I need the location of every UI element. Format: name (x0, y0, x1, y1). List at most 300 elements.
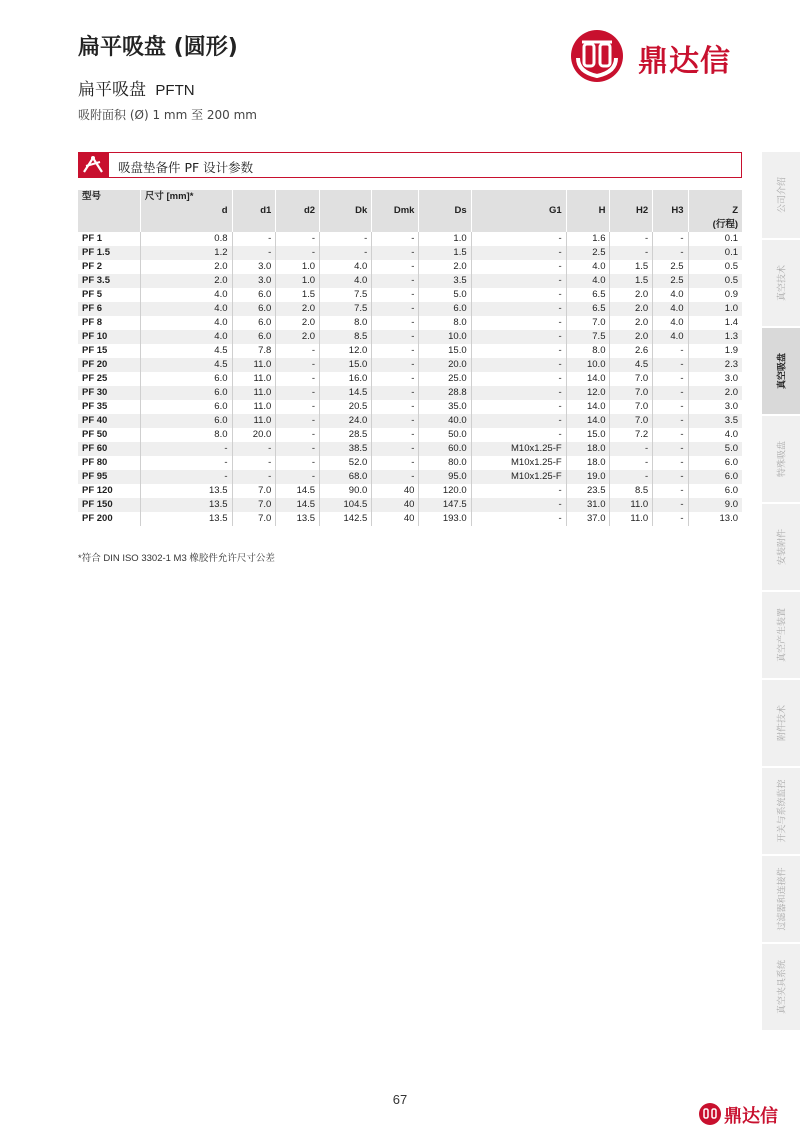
value-cell: 193.0 (419, 512, 471, 526)
value-cell: - (653, 470, 688, 484)
table-row (78, 470, 742, 484)
value-cell: 40 (372, 498, 419, 512)
value-cell: 0.5 (688, 260, 742, 274)
value-cell: 1.3 (688, 330, 742, 344)
value-cell: 3.5 (688, 414, 742, 428)
value-cell: 37.0 (566, 512, 610, 526)
table-header-cell (610, 190, 653, 204)
value-cell: 0.9 (688, 288, 742, 302)
table-header-row (78, 190, 742, 204)
side-nav-tab[interactable] (762, 592, 800, 680)
value-cell: 13.5 (276, 512, 320, 526)
value-cell: 3.5 (419, 274, 471, 288)
value-cell: - (471, 260, 566, 274)
value-cell: - (372, 400, 419, 414)
value-cell: - (276, 400, 320, 414)
table-row (78, 260, 742, 274)
table-header-cell (566, 218, 610, 232)
table-header-cell (610, 218, 653, 232)
value-cell: 2.0 (276, 316, 320, 330)
value-cell: - (610, 456, 653, 470)
side-nav-tab[interactable] (762, 416, 800, 504)
model-cell: PF 150 (82, 499, 113, 510)
value-cell: 68.0 (320, 470, 372, 484)
value-cell: 14.5 (276, 484, 320, 498)
value-cell: 4.0 (653, 288, 688, 302)
table-row (78, 288, 742, 302)
table-header-cell (320, 190, 372, 204)
value-cell: 1.5 (276, 288, 320, 302)
value-cell: 11.0 (610, 498, 653, 512)
value-cell: 18.0 (566, 456, 610, 470)
model-cell: PF 40 (82, 415, 108, 426)
value-cell: 4.0 (140, 302, 232, 316)
value-cell: 104.5 (320, 498, 372, 512)
table-row (78, 414, 742, 428)
value-cell: 2.0 (610, 288, 653, 302)
value-cell: 7.0 (232, 512, 276, 526)
table-header-cell: 尺寸 [mm]* (140, 190, 232, 204)
page-number: 67 (392, 1092, 408, 1107)
value-cell: 3.0 (232, 274, 276, 288)
value-cell: M10x1.25-F (471, 456, 566, 470)
value-cell: - (232, 232, 276, 246)
table-header-cell: H2 (610, 204, 653, 218)
value-cell: 0.5 (688, 274, 742, 288)
model-cell: PF 60 (82, 443, 108, 454)
value-cell: 6.0 (688, 484, 742, 498)
value-cell: 14.0 (566, 400, 610, 414)
value-cell: 7.0 (566, 316, 610, 330)
value-cell: 11.0 (232, 372, 276, 386)
value-cell: 19.0 (566, 470, 610, 484)
model-cell: PF 8 (82, 317, 103, 328)
value-cell: 147.5 (419, 498, 471, 512)
value-cell: - (471, 428, 566, 442)
model-cell: PF 25 (82, 373, 108, 384)
value-cell: 7.0 (610, 414, 653, 428)
value-cell: - (372, 288, 419, 302)
model-cell: PF 2 (82, 261, 103, 272)
value-cell: - (372, 344, 419, 358)
table-header-cell (78, 204, 140, 218)
value-cell: 90.0 (320, 484, 372, 498)
table-header-cell: H3 (653, 204, 688, 218)
value-cell: - (276, 442, 320, 456)
value-cell: 0.1 (688, 246, 742, 260)
table-header-cell: Ds (419, 204, 471, 218)
value-cell: - (471, 232, 566, 246)
value-cell: 6.0 (232, 330, 276, 344)
value-cell: - (232, 456, 276, 470)
value-cell: M10x1.25-F (471, 470, 566, 484)
table-row (78, 274, 742, 288)
value-cell: - (372, 232, 419, 246)
value-cell: 2.5 (653, 260, 688, 274)
model-cell: PF 15 (82, 345, 108, 356)
value-cell: - (372, 274, 419, 288)
value-cell: - (372, 470, 419, 484)
value-cell: - (653, 442, 688, 456)
value-cell: - (372, 414, 419, 428)
table-header-cell: (行程) (688, 218, 742, 232)
model-cell: PF 6 (82, 303, 103, 314)
value-cell: 1.5 (419, 246, 471, 260)
value-cell: 13.5 (140, 484, 232, 498)
table-header-cell (372, 218, 419, 232)
side-nav-label: 开关与系统监控 (777, 779, 788, 843)
value-cell: 4.0 (320, 260, 372, 274)
value-cell: 8.0 (320, 316, 372, 330)
value-cell: - (372, 358, 419, 372)
value-cell: 1.0 (276, 274, 320, 288)
table-header-cell: d (140, 204, 232, 218)
value-cell: - (471, 484, 566, 498)
value-cell: 11.0 (232, 386, 276, 400)
value-cell: 16.0 (320, 372, 372, 386)
value-cell: 2.6 (610, 344, 653, 358)
value-cell: 9.0 (688, 498, 742, 512)
table-header-cell: Dmk (372, 204, 419, 218)
value-cell: 4.0 (140, 288, 232, 302)
value-cell: 6.0 (688, 456, 742, 470)
model-cell: PF 1.5 (82, 247, 110, 258)
side-nav-label: 真空吸盘 (777, 352, 788, 390)
table-row (78, 400, 742, 414)
table-header-cell (276, 190, 320, 204)
model-cell: PF 95 (82, 471, 108, 482)
side-nav-tab[interactable] (762, 328, 800, 416)
value-cell: - (610, 470, 653, 484)
table-row (78, 358, 742, 372)
value-cell: 5.0 (419, 288, 471, 302)
value-cell: 11.0 (232, 358, 276, 372)
table-header-cell: H (566, 204, 610, 218)
value-cell: 8.0 (566, 344, 610, 358)
value-cell: 0.1 (688, 232, 742, 246)
side-nav-label: 安装附件 (777, 528, 788, 566)
value-cell: 4.0 (320, 274, 372, 288)
value-cell: 4.5 (610, 358, 653, 372)
value-cell: 20.0 (232, 428, 276, 442)
value-cell: 2.0 (276, 330, 320, 344)
value-cell: 52.0 (320, 456, 372, 470)
value-cell: 11.0 (232, 400, 276, 414)
value-cell: - (140, 470, 232, 484)
value-cell: - (232, 442, 276, 456)
value-cell: - (653, 372, 688, 386)
value-cell: 4.5 (140, 344, 232, 358)
value-cell: 4.5 (140, 358, 232, 372)
value-cell: - (610, 232, 653, 246)
value-cell: 6.0 (232, 316, 276, 330)
value-cell: 50.0 (419, 428, 471, 442)
value-cell: - (372, 302, 419, 316)
value-cell: 80.0 (419, 456, 471, 470)
value-cell: 13.5 (140, 498, 232, 512)
value-cell: - (471, 316, 566, 330)
model-cell: PF 1 (82, 233, 103, 244)
value-cell: 6.0 (419, 302, 471, 316)
side-nav-tab[interactable] (762, 152, 800, 240)
value-cell: 35.0 (419, 400, 471, 414)
table-row (78, 456, 742, 470)
value-cell: 2.0 (419, 260, 471, 274)
value-cell: 60.0 (419, 442, 471, 456)
value-cell: - (471, 330, 566, 344)
value-cell: 6.5 (566, 288, 610, 302)
suction-range: 吸附面积 (Ø) 1 mm 至 200 mm (78, 108, 257, 122)
value-cell: - (471, 414, 566, 428)
table-header-cell (320, 218, 372, 232)
value-cell: - (232, 246, 276, 260)
value-cell: - (276, 414, 320, 428)
value-cell: 11.0 (232, 414, 276, 428)
side-nav-tab[interactable] (762, 944, 800, 1032)
value-cell: 95.0 (419, 470, 471, 484)
value-cell: 4.0 (688, 428, 742, 442)
table-header-cell (653, 190, 688, 204)
value-cell: 15.0 (419, 344, 471, 358)
value-cell: 1.0 (276, 260, 320, 274)
value-cell: 12.0 (566, 386, 610, 400)
value-cell: 7.0 (610, 386, 653, 400)
table-row (78, 232, 742, 246)
value-cell: - (653, 512, 688, 526)
value-cell: - (610, 442, 653, 456)
value-cell: 2.0 (276, 302, 320, 316)
model-cell: PF 35 (82, 401, 108, 412)
value-cell: - (471, 386, 566, 400)
value-cell: 4.0 (653, 316, 688, 330)
table-header-cell: Z (688, 204, 742, 218)
table-header-cell (78, 218, 140, 232)
value-cell: - (471, 246, 566, 260)
value-cell: 25.0 (419, 372, 471, 386)
value-cell: - (276, 372, 320, 386)
model-cell: PF 200 (82, 513, 113, 524)
value-cell: - (471, 372, 566, 386)
value-cell: 3.0 (688, 372, 742, 386)
value-cell: - (653, 414, 688, 428)
value-cell: 4.0 (566, 274, 610, 288)
table-row (78, 442, 742, 456)
value-cell: 7.0 (232, 484, 276, 498)
value-cell: 3.0 (232, 260, 276, 274)
value-cell: - (372, 456, 419, 470)
value-cell: 1.5 (610, 274, 653, 288)
table-row (78, 498, 742, 512)
model-cell: PF 3.5 (82, 275, 110, 286)
value-cell: 6.0 (140, 372, 232, 386)
table-row (78, 484, 742, 498)
table-row (78, 302, 742, 316)
value-cell: 6.0 (688, 470, 742, 484)
model-cell: PF 30 (82, 387, 108, 398)
side-nav-tab[interactable] (762, 680, 800, 768)
value-cell: - (653, 498, 688, 512)
value-cell: 4.0 (140, 330, 232, 344)
value-cell: 2.0 (610, 330, 653, 344)
value-cell: 6.5 (566, 302, 610, 316)
table-header-cell (653, 218, 688, 232)
table-row (78, 512, 742, 526)
value-cell: 40 (372, 484, 419, 498)
spec-table (78, 190, 742, 526)
value-cell: 4.0 (653, 302, 688, 316)
value-cell: 120.0 (419, 484, 471, 498)
value-cell: 13.0 (688, 512, 742, 526)
value-cell: - (372, 372, 419, 386)
table-header-cell: 型号 (82, 191, 102, 202)
value-cell: 31.0 (566, 498, 610, 512)
value-cell: - (471, 400, 566, 414)
value-cell: - (653, 456, 688, 470)
value-cell: 2.3 (688, 358, 742, 372)
value-cell: 1.9 (688, 344, 742, 358)
value-cell: - (471, 512, 566, 526)
table-header-cell (471, 218, 566, 232)
value-cell: 6.0 (140, 386, 232, 400)
value-cell: 6.0 (232, 302, 276, 316)
value-cell: 5.0 (688, 442, 742, 456)
model-cell: PF 20 (82, 359, 108, 370)
value-cell: - (653, 232, 688, 246)
value-cell: 7.5 (566, 330, 610, 344)
value-cell: 2.5 (653, 274, 688, 288)
value-cell: 2.0 (610, 316, 653, 330)
value-cell: 12.0 (320, 344, 372, 358)
value-cell: 4.0 (653, 330, 688, 344)
value-cell: 1.4 (688, 316, 742, 330)
value-cell: 2.0 (140, 260, 232, 274)
table-header-cell: d2 (276, 204, 320, 218)
table-header-cell (419, 218, 471, 232)
value-cell: - (653, 484, 688, 498)
value-cell: 10.0 (419, 330, 471, 344)
value-cell: 13.5 (140, 512, 232, 526)
side-nav-label: 公司介绍 (777, 176, 788, 214)
value-cell: 1.0 (419, 232, 471, 246)
value-cell: 7.5 (320, 302, 372, 316)
value-cell: - (320, 232, 372, 246)
value-cell: 7.0 (610, 400, 653, 414)
value-cell: - (372, 442, 419, 456)
value-cell: 6.0 (140, 400, 232, 414)
value-cell: - (471, 274, 566, 288)
value-cell: - (140, 456, 232, 470)
table-row (78, 372, 742, 386)
value-cell: 1.6 (566, 232, 610, 246)
model-cell: PF 5 (82, 289, 103, 300)
value-cell: 8.0 (140, 428, 232, 442)
value-cell: 40 (372, 512, 419, 526)
product-name: 扁平吸盘 (78, 80, 146, 100)
value-cell: 1.0 (688, 302, 742, 316)
model-cell: PF 120 (82, 485, 113, 496)
table-header-cell (372, 190, 419, 204)
value-cell: 4.0 (140, 316, 232, 330)
value-cell: - (372, 330, 419, 344)
table-header-cell: G1 (471, 204, 566, 218)
section-header (78, 152, 742, 178)
product-model: PFTN (155, 82, 195, 99)
value-cell: - (276, 358, 320, 372)
value-cell: 2.0 (140, 274, 232, 288)
table-header-cell (276, 218, 320, 232)
value-cell: 8.0 (419, 316, 471, 330)
value-cell: - (653, 246, 688, 260)
value-cell: 38.5 (320, 442, 372, 456)
table-row (78, 428, 742, 442)
value-cell: 20.5 (320, 400, 372, 414)
table-header-row (78, 218, 742, 232)
value-cell: 6.0 (140, 414, 232, 428)
side-nav (762, 152, 800, 1032)
value-cell: 0.8 (140, 232, 232, 246)
table-header-cell: Dk (320, 204, 372, 218)
value-cell: 3.0 (688, 400, 742, 414)
value-cell: 14.0 (566, 372, 610, 386)
value-cell: 18.0 (566, 442, 610, 456)
side-nav-tab[interactable] (762, 856, 800, 944)
value-cell: - (276, 456, 320, 470)
table-row (78, 344, 742, 358)
table-header-row (78, 204, 742, 218)
side-nav-label: 过滤器和连接件 (777, 867, 788, 931)
value-cell: 11.0 (610, 512, 653, 526)
value-cell: - (610, 246, 653, 260)
value-cell: - (471, 344, 566, 358)
side-nav-label: 真空夹具系统 (777, 959, 788, 1015)
value-cell: 2.0 (610, 302, 653, 316)
caliper-icon (78, 152, 109, 178)
value-cell: - (471, 358, 566, 372)
value-cell: 40.0 (419, 414, 471, 428)
brand-emblem-icon (698, 1102, 722, 1126)
value-cell: 2.0 (688, 386, 742, 400)
side-nav-label: 附件技术 (777, 704, 788, 742)
value-cell: 20.0 (419, 358, 471, 372)
value-cell: - (372, 316, 419, 330)
side-nav-tab[interactable] (762, 504, 800, 592)
value-cell: - (320, 246, 372, 260)
value-cell: 7.2 (610, 428, 653, 442)
value-cell: 2.5 (566, 246, 610, 260)
table-header-cell (566, 190, 610, 204)
model-cell: PF 50 (82, 429, 108, 440)
value-cell: - (140, 442, 232, 456)
value-cell: 28.5 (320, 428, 372, 442)
value-cell: - (372, 386, 419, 400)
value-cell: 6.0 (232, 288, 276, 302)
value-cell: 14.5 (320, 386, 372, 400)
value-cell: 1.2 (140, 246, 232, 260)
side-nav-tab[interactable] (762, 768, 800, 856)
side-nav-label: 特殊吸盘 (777, 440, 788, 478)
value-cell: - (276, 344, 320, 358)
value-cell: 8.5 (610, 484, 653, 498)
table-row (78, 246, 742, 260)
value-cell: 14.5 (276, 498, 320, 512)
table-header-cell (140, 218, 232, 232)
value-cell: - (232, 470, 276, 484)
side-nav-tab[interactable] (762, 240, 800, 328)
value-cell: 7.0 (232, 498, 276, 512)
value-cell: M10x1.25-F (471, 442, 566, 456)
value-cell: 7.0 (610, 372, 653, 386)
value-cell: - (276, 386, 320, 400)
